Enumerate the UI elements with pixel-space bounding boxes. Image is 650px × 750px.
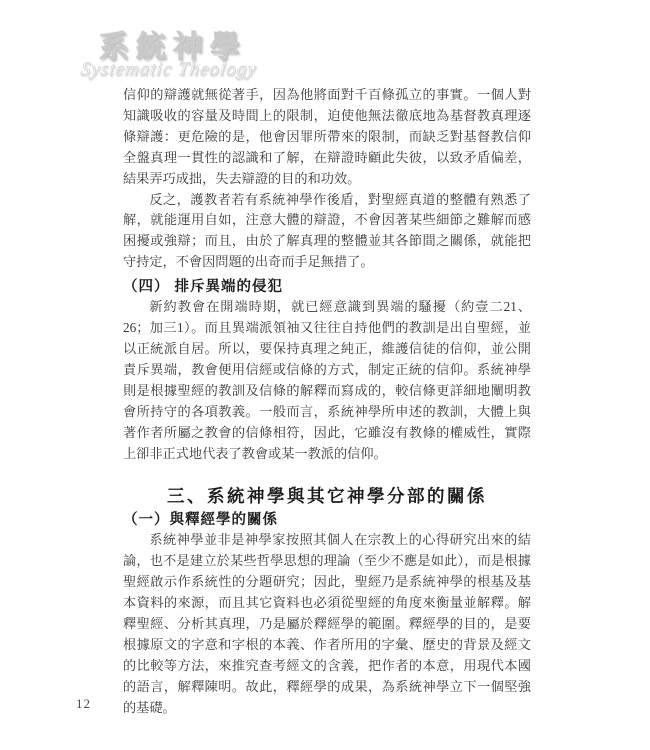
paragraph-apologetics-benefit: 反之，護教者若有系統神學作後盾，對聖經真道的整體有熟悉了解，就能運用自如，注意大體的辯證，不會因著某些細節之難解而感困擾或強辯；而且，由於了解真理的整體並其各節間之關係，就能把守持定，不會因問題的出奇而手足無措了。 <box>123 191 531 270</box>
book-title-chinese: 系統神學 <box>99 31 247 64</box>
paragraph-apologetics-continued: 信仰的辯護就無從著手，因為他將面對千百條孤立的事實。一個人對知識吸收的容量及時間上的限制，迫使他無法徹底地為基督教真理逐條辯護：更危險的是，他會因罪所帶來的限制，而缺乏對基督教信仰全盤真理一貫性的認識和了解，在辯證時顧此失彼，以致矛盾偏差，結果弄巧成拙，失去辯證的目的和功效。 <box>123 87 531 186</box>
book-title-english: Systematic Theology <box>79 59 259 80</box>
heading-subsection-1-hermeneutics: （一）與釋經學的關係 <box>123 512 278 529</box>
text-column <box>123 85 531 719</box>
book-logo <box>79 22 359 88</box>
paragraph-heresy: 新約教會在開端時期，就已經意識到異端的騷擾（約壹二21、26；加三1）。而且異端派領袖又往往自持他們的教訓是出自聖經，並以正統派自居。所以，要保持真理之純正，維護信徒的信仰，並公開責斥異端，教會便用信經或信條的方式，制定正統的信仰。系統神學則是根據聖經的教訓及信條的解釋而寫成的，較信條更詳細地闡明教會所持守的各項教義。一般而言，系統神學所申述的教訓，大體上與著作者所屬之教會的信條相符，因此，它雖沒有教條的權威性，實際上卻非正式地代表了教會或某一教派的信仰。 <box>123 299 531 461</box>
heading-subsection-4-reject-heresy: （四） 排斥異端的侵犯 <box>123 279 284 296</box>
page-number: 12 <box>76 696 91 711</box>
paragraph-hermeneutics: 系統神學並非是神學家按照其個人在宗教上的心得研究出來的結論，也不是建立於某些哲學思想的理論（至少不應是如此），而是根據聖經啟示作系統性的分題研究；因此，聖經乃是系統神學的根基及基本資料的來源，而且其它資料也必須從聖經的角度來衡量並解釋。解釋聖經、分析其真理，乃是屬於釋經學的範圍。釋經學的目的，是要根據原文的字意和字根的本義、作者所用的字彙、歷史的背景及經文的比較等方法，來推究查考經文的含義，把作者的本意，用現代本國的語言，解釋陳明。故此，釋經學的成果，為系統神學立下一個堅強的基礎。 <box>123 532 531 715</box>
heading-section-3-relation-to-other-disciplines: 三、系統神學與其它神學分部的關係 <box>167 486 487 507</box>
